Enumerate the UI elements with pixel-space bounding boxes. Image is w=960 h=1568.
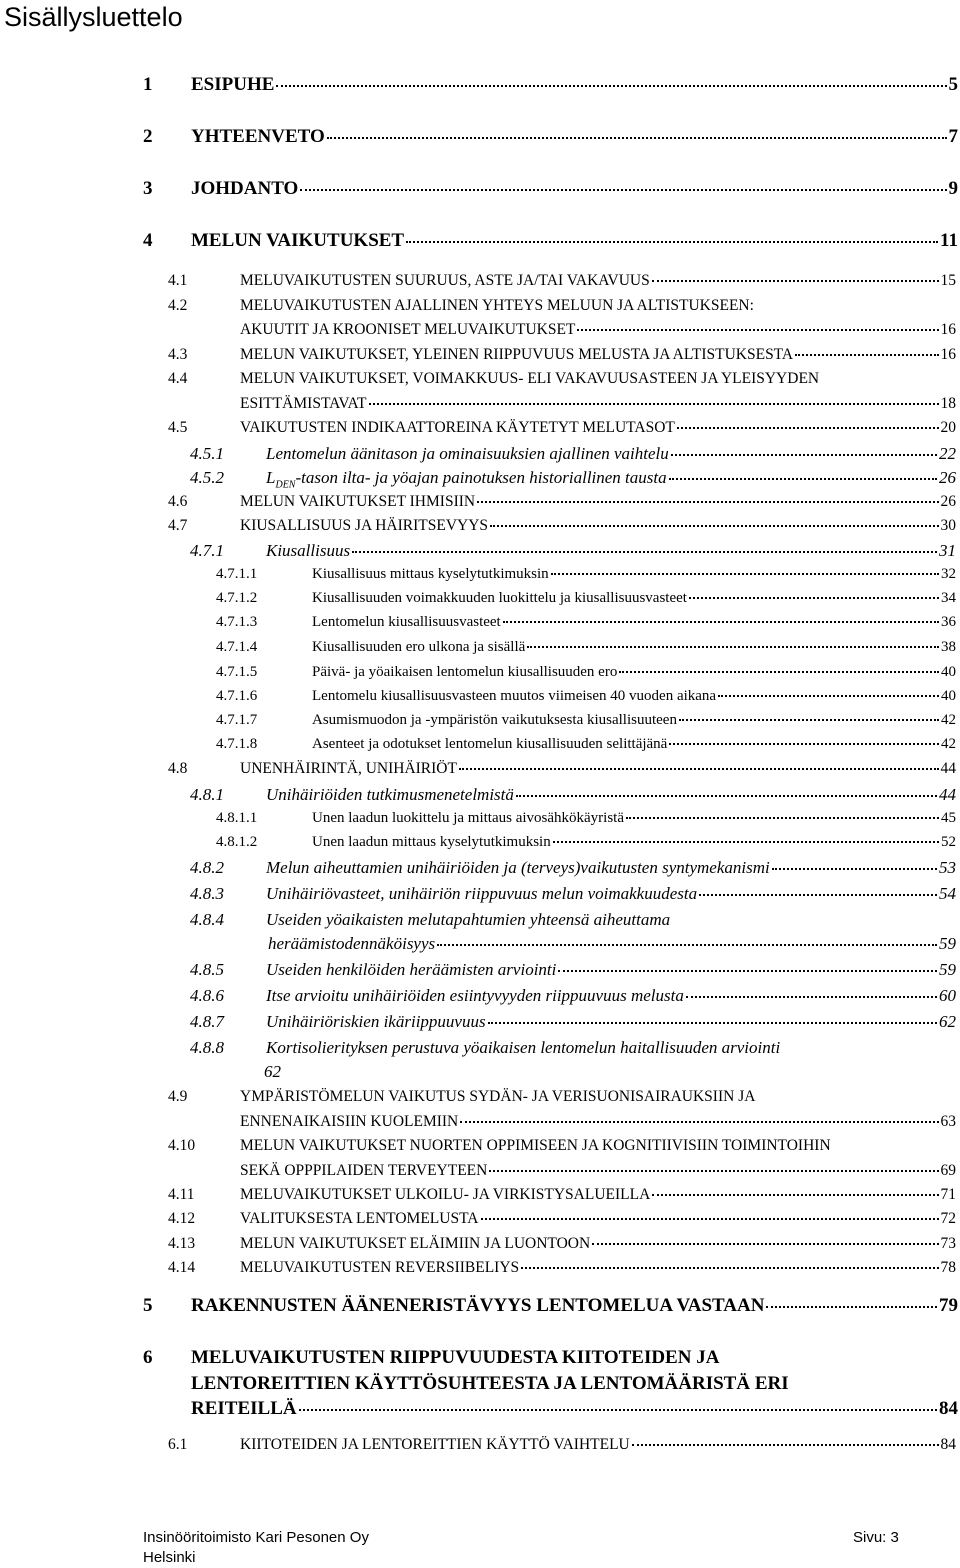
toc-page: 26 (939, 468, 956, 487)
toc-entry[interactable] (168, 1259, 956, 1277)
toc-title: Päivä- ja yöaikaisen lentomelun kiusallisuuden ero (312, 664, 618, 680)
toc-title: Kiusallisuus mittaus kyselytutkimuksin (312, 566, 549, 582)
toc-leader (686, 996, 937, 998)
toc-page: 30 (940, 517, 956, 534)
toc-title: MELUVAIKUTUSTEN REVERSIIBELIYS (240, 1259, 520, 1276)
toc-leader (772, 868, 937, 870)
toc-number: 3 (143, 178, 153, 199)
toc-entry[interactable] (168, 1436, 956, 1454)
toc-title: KIUSALLISUUS JA HÄIRITSEVYYS (240, 517, 489, 534)
toc-leader (477, 501, 938, 503)
toc-page: 42 (941, 736, 956, 752)
toc-page: 60 (939, 986, 956, 1005)
toc-title: SEKÄ OPPPILAIDEN TERVEYTEEN (240, 1162, 488, 1179)
toc-title: JOHDANTO (191, 178, 299, 199)
toc-leader (327, 137, 947, 139)
toc-page: 11 (940, 230, 958, 251)
toc-leader (766, 1306, 937, 1308)
toc-number: 4.7.1.3 (216, 614, 258, 630)
toc-title: heräämistodennäköisyys (268, 934, 436, 953)
toc-entry[interactable] (143, 126, 958, 148)
toc-title: Unen laadun luokittelu ja mittaus aivosähkökäyristä (312, 810, 625, 826)
toc-title: Unen laadun mittaus kyselytutkimuksin (312, 834, 551, 850)
toc-leader (718, 695, 939, 697)
toc-entry[interactable] (168, 370, 956, 388)
toc-entry[interactable] (168, 1210, 956, 1228)
toc-page: 53 (939, 858, 956, 877)
toc-page: 18 (940, 395, 956, 412)
toc-entry[interactable] (190, 785, 956, 805)
toc-page: 73 (940, 1235, 956, 1252)
toc-title: MELUN VAIKUTUKSET IHMISIIN (240, 493, 476, 510)
toc-title: ESITTÄMISTAVAT (240, 395, 367, 412)
toc-number: 4.1 (168, 272, 188, 289)
toc-title (266, 468, 667, 490)
toc-leader (551, 573, 939, 575)
toc-title: KIITOTEIDEN JA LENTOREITTIEN KÄYTTÖ VAIHTELU (240, 1436, 630, 1453)
toc-page: 34 (941, 590, 956, 606)
toc-page: 54 (939, 884, 956, 903)
toc-number: 4.10 (168, 1137, 196, 1154)
toc-number: 4.7.1.7 (216, 712, 258, 728)
toc-leader (699, 894, 937, 896)
toc-page: 44 (939, 785, 956, 804)
toc-entry[interactable] (190, 1038, 956, 1058)
toc-page: 59 (939, 960, 956, 979)
toc-entry-continuation[interactable] (240, 1113, 956, 1131)
toc-leader (521, 1267, 938, 1269)
toc-leader (527, 646, 939, 648)
toc-page: 71 (940, 1186, 956, 1203)
toc-number: 4.8.2 (190, 858, 224, 877)
toc-leader (679, 719, 939, 721)
toc-page: 78 (940, 1259, 956, 1276)
toc-entry[interactable] (216, 566, 956, 583)
footer-company-name: Insinööritoimisto Kari Pesonen Oy (143, 1529, 369, 1546)
toc-number: 5 (143, 1295, 153, 1316)
toc-leader (795, 354, 938, 356)
toc-title: VALITUKSESTA LENTOMELUSTA (240, 1210, 479, 1227)
toc-title: MELUVAIKUTUSTEN AJALLINEN YHTEYS MELUUN JA ALTISTUKSEEN: (240, 297, 754, 314)
toc-leader (553, 841, 939, 843)
footer-page-number: Sivu: 3 (853, 1529, 899, 1546)
toc-number: 4.9 (168, 1088, 188, 1105)
toc-page: 45 (941, 810, 956, 826)
toc-entry[interactable] (168, 1186, 956, 1204)
toc-entry[interactable] (143, 74, 958, 96)
toc-leader (503, 621, 939, 623)
toc-leader (652, 280, 939, 282)
toc-title: MELUN VAIKUTUKSET ELÄIMIIN JA LUONTOON (240, 1235, 591, 1252)
footer-company (143, 1528, 369, 1568)
toc-number: 4.8.8 (190, 1038, 224, 1057)
toc-title: UNENHÄIRINTÄ, UNIHÄIRIÖT (240, 760, 457, 777)
toc-title: Lentomelun kiusallisuusvasteet (312, 614, 501, 630)
toc-entry[interactable] (216, 664, 956, 681)
toc-number: 4.8.7 (190, 1012, 224, 1031)
toc-title: YHTEENVETO (191, 126, 325, 147)
toc-title: Kiusallisuus (266, 541, 351, 560)
toc-title: AKUUTIT JA KROONISET MELUVAIKUTUKSET (240, 321, 576, 338)
toc-entry[interactable] (168, 517, 956, 535)
toc-entry[interactable] (168, 493, 956, 511)
toc-number: 4.8.1 (190, 785, 224, 804)
toc-number: 4.8.3 (190, 884, 224, 903)
toc-number: 4.7.1.8 (216, 736, 258, 752)
toc-entry-continuation[interactable] (191, 1398, 958, 1420)
toc-title: MELUVAIKUTUKSET ULKOILU- JA VIRKISTYSALUEILLA (240, 1186, 651, 1203)
toc-entry[interactable] (216, 688, 956, 705)
toc-number: 4.5 (168, 419, 188, 436)
toc-title: Unihäiriöriskien ikäriippuuvuus (266, 1012, 486, 1031)
toc-page: 16 (940, 346, 956, 363)
toc-leader (369, 403, 939, 405)
toc-page: 79 (939, 1295, 958, 1316)
toc-page: 36 (941, 614, 956, 630)
toc-number: 4.8.1.2 (216, 834, 258, 850)
toc-title: MELUN VAIKUTUKSET, VOIMAKKUUS- ELI VAKAVUUSASTEEN JA YLEISYYDEN (240, 370, 820, 387)
toc-entry[interactable] (168, 272, 956, 290)
toc-number: 4.5.2 (190, 468, 224, 487)
toc-number: 4.8.6 (190, 986, 224, 1005)
toc-leader (671, 454, 937, 456)
toc-title: MELUN VAIKUTUKSET (191, 230, 405, 251)
toc-entry-continuation[interactable] (268, 934, 956, 954)
toc-page: 40 (941, 688, 956, 704)
toc-leader (489, 1170, 938, 1172)
toc-page: 5 (948, 74, 958, 95)
toc-leader (669, 743, 939, 745)
toc-number: 4.2 (168, 297, 188, 314)
toc-leader (490, 525, 938, 527)
toc-page: 32 (941, 566, 956, 582)
toc-leader (592, 1243, 938, 1245)
toc-entry[interactable] (216, 614, 956, 631)
toc-number: 4.4 (168, 370, 188, 387)
toc-leader (516, 795, 937, 797)
toc-entry[interactable] (168, 1088, 956, 1106)
toc-page: 7 (948, 126, 958, 147)
toc-entry[interactable] (168, 760, 956, 778)
toc-leader (619, 671, 939, 673)
toc-page: 20 (940, 419, 956, 436)
toc-number: 4.3 (168, 346, 188, 363)
toc-page: 40 (941, 664, 956, 680)
toc-entry[interactable] (190, 444, 956, 464)
toc-title: Unihäiriövasteet, unihäiriön riippuvuus melun voimakkuudesta (266, 884, 698, 903)
toc-number: 4.14 (168, 1259, 196, 1276)
toc-entry[interactable] (168, 346, 956, 364)
toc-page: 26 (940, 493, 956, 510)
toc-number: 4 (143, 230, 153, 251)
toc-leader (558, 970, 937, 972)
toc-title-rest: -tason ilta- ja yöajan painotuksen historiallinen tausta (295, 468, 667, 487)
toc-page: 31 (939, 541, 956, 560)
toc-number: 4.8 (168, 760, 188, 777)
toc-entry[interactable] (190, 986, 956, 1006)
toc-entry[interactable] (190, 1012, 956, 1032)
toc-leader (488, 1022, 937, 1024)
toc-page: 42 (941, 712, 956, 728)
toc-number: 4.11 (168, 1186, 195, 1203)
toc-title: Kiusallisuuden ero ulkona ja sisällä (312, 639, 526, 655)
toc-entry[interactable] (216, 639, 956, 656)
toc-number: 4.7 (168, 517, 188, 534)
toc-title: ENNENAIKAISIIN KUOLEMIIN (240, 1113, 459, 1130)
toc-page: 84 (939, 1398, 958, 1419)
toc-entry[interactable] (168, 297, 956, 315)
toc-leader (481, 1218, 939, 1220)
toc-number: 6.1 (168, 1436, 188, 1453)
toc-number: 2 (143, 126, 153, 147)
toc-number: 4.7.1.1 (216, 566, 258, 582)
toc-title: Kiusallisuuden voimakkuuden luokittelu ja kiusallisuusvasteet (312, 590, 687, 606)
toc-number: 4.7.1.6 (216, 688, 258, 704)
toc-leader (632, 1444, 939, 1446)
toc-leader (669, 478, 937, 480)
toc-title: Asumismuodon ja -ympäristön vaikutuksesta kiusallisuuteen (312, 712, 677, 728)
toc-entry[interactable] (143, 178, 958, 200)
toc-number: 4.7.1.5 (216, 664, 258, 680)
toc-leader (352, 551, 937, 553)
toc-title: VAIKUTUSTEN INDIKAATTOREINA KÄYTETYT MELUTASOT (240, 419, 675, 436)
toc-leader (689, 597, 939, 599)
toc-leader (406, 241, 938, 243)
toc-leader (626, 817, 939, 819)
toc-title-main: L (266, 468, 276, 487)
toc-page: 63 (940, 1113, 956, 1130)
toc-title: Asenteet ja odotukset lentomelun kiusallisuuden selittäjänä (312, 736, 668, 752)
toc-title: Melun aiheuttamien unihäiriöiden ja (terveys)vaikutusten syntymekanismi (266, 858, 770, 877)
toc-title: Unihäiriöiden tutkimusmenetelmistä (266, 785, 514, 804)
toc-title: Kortisolierityksen perustuva yöaikaisen lentomelun haitallisuuden arviointi (266, 1038, 781, 1057)
footer-city: Helsinki (143, 1549, 196, 1566)
toc-number: 4.7.1.2 (216, 590, 258, 606)
toc-entry[interactable] (216, 712, 956, 729)
toc-page: 69 (940, 1162, 956, 1179)
toc-title: MELUVAIKUTUSTEN RIIPPUVUUDESTA KIITOTEIDEN JA (191, 1347, 720, 1368)
toc-page: 15 (940, 272, 956, 289)
toc-entry[interactable] (143, 1295, 958, 1317)
toc-number: 4.12 (168, 1210, 196, 1227)
toc-entry[interactable] (216, 834, 956, 851)
toc-entry[interactable] (190, 884, 956, 904)
toc-page: 44 (940, 760, 956, 777)
toc-number: 1 (143, 74, 153, 95)
toc-title: Useiden yöaikaisten melutapahtumien yhteensä aiheuttama (266, 910, 671, 929)
toc-leader (577, 329, 938, 331)
toc-entry[interactable] (168, 419, 956, 437)
toc-leader (300, 189, 946, 191)
toc-number: 4.13 (168, 1235, 196, 1252)
toc-entry-continuation[interactable]: 62 (264, 1062, 281, 1081)
toc-title: MELUN VAIKUTUKSET NUORTEN OPPIMISEEN JA KOGNITIIVISIIN TOIMINTOIHIN (240, 1137, 831, 1154)
toc-entry-continuation[interactable]: LENTOREITTIEN KÄYTTÖSUHTEESTA JA LENTOMÄÄRISTÄ ERI (191, 1373, 789, 1394)
toc-leader (299, 1409, 937, 1411)
toc-entry[interactable] (168, 1137, 956, 1155)
toc-title-subscript: DEN (275, 479, 296, 491)
toc-title: Itse arvioitu unihäiriöiden esiintyvyyden riippuuvuus melusta (266, 986, 684, 1005)
toc-title: REITEILLÄ (191, 1398, 297, 1419)
toc-title: MELUVAIKUTUSTEN SUURUUS, ASTE JA/TAI VAKAVUUS (240, 272, 650, 289)
toc-leader (459, 768, 939, 770)
toc-page: 84 (940, 1436, 956, 1453)
toc-entry[interactable] (190, 541, 956, 561)
toc-page: 38 (941, 639, 956, 655)
toc-title: ESIPUHE (191, 74, 275, 95)
toc-page: 59 (939, 934, 956, 953)
toc-title: YMPÄRISTÖMELUN VAIKUTUS SYDÄN- JA VERISUONISAIRAUKSIIN JA (240, 1088, 756, 1105)
toc-title: MELUN VAIKUTUKSET, YLEINEN RIIPPUVUUS MELUSTA JA ALTISTUKSESTA (240, 346, 794, 363)
toc-leader (276, 85, 946, 87)
toc-number: 4.7.1.4 (216, 639, 258, 655)
toc-page: 16 (940, 321, 956, 338)
toc-entry-continuation[interactable] (240, 321, 956, 339)
page-title: Sisällysluettelo (4, 2, 183, 32)
toc-number: 4.8.4 (190, 910, 224, 929)
toc-number: 4.8.5 (190, 960, 224, 979)
toc-entry[interactable] (216, 590, 956, 607)
toc-entry[interactable] (190, 960, 956, 980)
toc-number: 4.8.1.1 (216, 810, 258, 826)
toc-leader (677, 427, 939, 429)
toc-entry[interactable] (143, 1347, 958, 1369)
toc-entry-continuation[interactable] (240, 1162, 956, 1180)
toc-number: 4.5.1 (190, 444, 224, 463)
toc-entry[interactable] (216, 810, 956, 827)
toc-entry[interactable] (216, 736, 956, 753)
toc-page: 22 (939, 444, 956, 463)
toc-title: RAKENNUSTEN ÄÄNENERISTÄVYYS LENTOMELUA VASTAAN (191, 1295, 765, 1316)
toc-number: 4.7.1 (190, 541, 224, 560)
toc-title: Lentomelun äänitason ja ominaisuuksien ajallinen vaihtelu (266, 444, 669, 463)
toc-entry[interactable] (190, 468, 956, 490)
toc-page: 9 (948, 178, 958, 199)
toc-page: 62 (939, 1012, 956, 1031)
toc-leader (437, 944, 937, 946)
toc-entry[interactable] (190, 910, 956, 930)
toc-entry[interactable] (190, 858, 956, 878)
toc-entry[interactable] (168, 1235, 956, 1253)
toc-number: 4.6 (168, 493, 188, 510)
toc-number: 6 (143, 1347, 153, 1368)
toc-leader (652, 1194, 938, 1196)
toc-page: 72 (940, 1210, 956, 1227)
toc-entry[interactable] (143, 230, 958, 252)
toc-entry-continuation[interactable] (240, 395, 956, 413)
toc-title: Useiden henkilöiden heräämisten arviointi (266, 960, 557, 979)
toc-page: 52 (941, 834, 956, 850)
toc-leader (460, 1121, 938, 1123)
toc-title: Lentomelu kiusallisuusvasteen muutos viimeisen 40 vuoden aikana (312, 688, 717, 704)
